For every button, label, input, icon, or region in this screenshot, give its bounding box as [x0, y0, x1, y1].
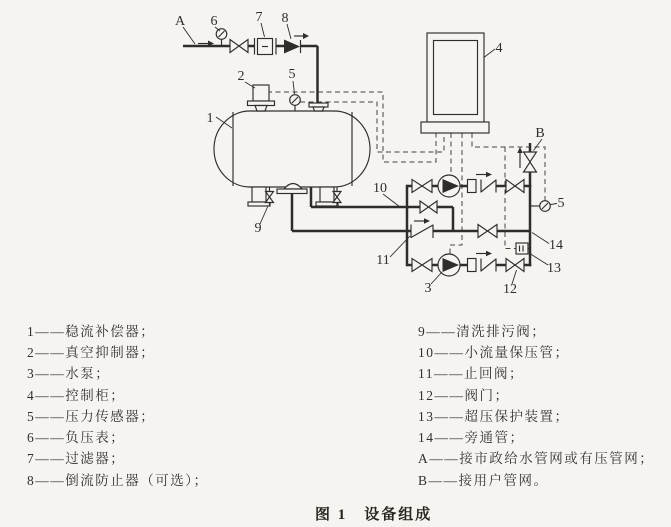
label-14: 14	[549, 238, 563, 253]
flow-arrow	[414, 218, 430, 223]
label-12: 12	[503, 282, 517, 297]
label-8: 8	[281, 11, 289, 26]
inlet-pipe	[183, 46, 318, 103]
pump-icon	[438, 175, 460, 197]
legend-item-1: 1——稳流补偿器；	[27, 324, 156, 339]
label-4: 4	[495, 41, 503, 56]
legend-item-12: 12——阀门；	[418, 388, 510, 403]
flow-arrow	[476, 251, 492, 256]
riser-pressure-sensor-icon	[530, 201, 550, 212]
label-2: 2	[237, 69, 245, 84]
legend-item-9: 9——清洗排污阀；	[418, 324, 547, 339]
inlet-valve-icon	[230, 40, 248, 53]
legend-item-2: 2——真空抑制器；	[27, 345, 156, 360]
flow-arrow-up	[517, 147, 522, 168]
label-5-tank: 5	[288, 67, 296, 82]
legend-item-10: 10——小流量保压管；	[418, 345, 570, 360]
flow-arrow	[294, 33, 309, 39]
steady-flow-compensator-tank	[214, 111, 370, 187]
legend-item-13: 13——超压保护装置；	[418, 409, 570, 424]
label-3: 3	[424, 281, 432, 296]
check-valve-icon	[468, 259, 497, 272]
backflow-preventer-icon	[284, 40, 301, 54]
valve-icon	[478, 225, 497, 238]
legend-item-11: 11——止回阀；	[418, 366, 524, 381]
figure-caption: 图 1 设备组成	[315, 507, 433, 523]
check-valve-icon	[468, 180, 497, 193]
legend-item-6: 6——负压表；	[27, 430, 126, 445]
label-9: 9	[254, 221, 262, 236]
valve-12-icon	[506, 259, 524, 272]
valve-icon	[506, 180, 524, 193]
label-11: 11	[376, 253, 390, 268]
label-13: 13	[547, 261, 561, 276]
flow-arrow	[476, 172, 492, 177]
overpressure-protection-icon	[516, 243, 530, 254]
label-7: 7	[255, 10, 263, 25]
legend-item-14: 14——旁通管；	[418, 430, 525, 445]
label-5-riser: 5	[557, 196, 565, 211]
label-10: 10	[373, 181, 387, 196]
outlet-valve-icon	[524, 152, 537, 172]
drain-valve-icon	[266, 187, 274, 206]
label-6: 6	[210, 14, 218, 29]
negative-pressure-gauge-icon	[216, 29, 227, 46]
valve-icon	[412, 259, 432, 272]
control-cabinet	[421, 33, 489, 133]
legend-item-B: B——接用户管网。	[418, 473, 549, 488]
tank-pressure-sensor-icon	[290, 95, 301, 111]
legend-item-4: 4——控制柜；	[27, 388, 126, 403]
legend-item-8: 8——倒流防止器（可选）；	[27, 473, 209, 488]
check-valve-11-icon	[411, 225, 433, 239]
vacuum-suppressor-icon	[248, 85, 275, 111]
label-A: A	[174, 14, 186, 29]
filter-icon	[255, 38, 277, 55]
legend-item-7: 7——过滤器；	[27, 451, 126, 466]
legend-item-3: 3——水泵；	[27, 366, 111, 381]
valve-icon	[420, 201, 437, 213]
legend-item-5: 5——压力传感器；	[27, 409, 156, 424]
label-B: B	[535, 126, 545, 141]
label-1: 1	[206, 111, 214, 126]
valve-icon	[412, 180, 432, 193]
legend-item-A: A——接市政给水管网或有压管网；	[418, 451, 655, 466]
tank-inlet-nozzle	[309, 103, 328, 111]
